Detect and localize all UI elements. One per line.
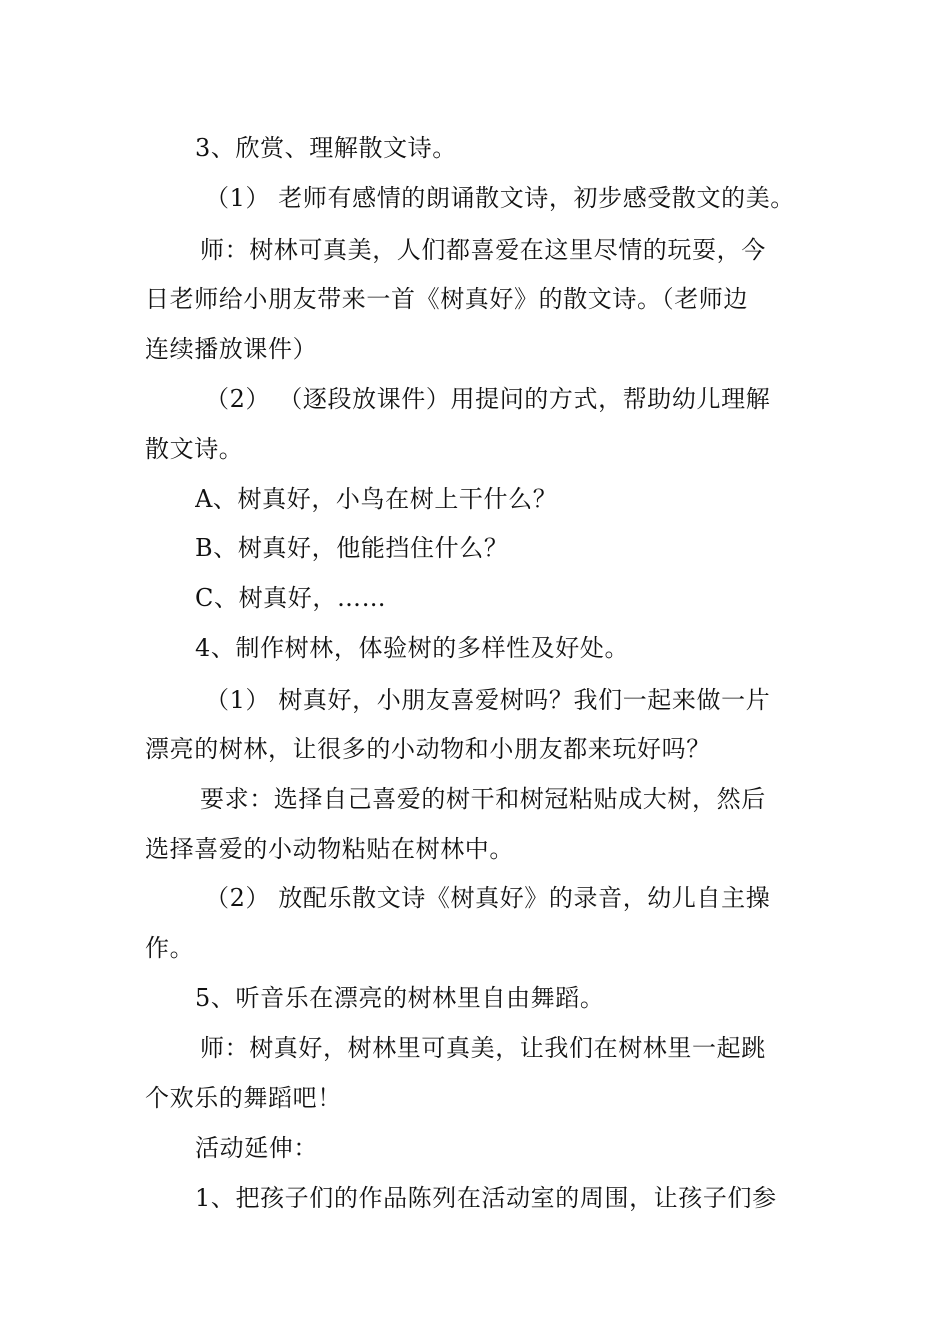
text-line: （1） 树真好，小朋友喜爱树吗？我们一起来做一片 [205,686,771,714]
text-line: （1） 老师有感情的朗诵散文诗，初步感受散文的美。 [205,184,795,212]
text-line: 日老师给小朋友带来一首《树真好》的散文诗。（老师边 [145,285,748,313]
text-line: 1、把孩子们的作品陈列在活动室的周围，让孩子们参 [195,1184,777,1212]
text-line: 作。 [145,934,195,962]
text-line: 3、欣赏、理解散文诗。 [195,134,457,162]
text-line: 4、制作树林，体验树的多样性及好处。 [195,634,630,662]
text-line: 要求：选择自己喜爱的树干和树冠粘贴成大树，然后 [200,785,766,813]
text-line: 个欢乐的舞蹈吧！ [145,1084,342,1112]
text-line: 散文诗。 [145,435,244,463]
text-line: 5、听音乐在漂亮的树林里自由舞蹈。 [195,984,605,1012]
text-line: 选择喜爱的小动物粘贴在树林中。 [145,835,514,863]
text-line: 师：树林可真美，人们都喜爱在这里尽情的玩耍，今 [200,236,766,264]
text-line: A、树真好，小鸟在树上干什么？ [195,485,558,513]
text-line: 漂亮的树林，让很多的小动物和小朋友都来玩好吗？ [145,735,711,763]
text-line: 师：树真好，树林里可真美，让我们在树林里一起跳 [200,1034,766,1062]
text-line: 连续播放课件） [145,335,318,363]
text-line: （2） （逐段放课件）用提问的方式，帮助幼儿理解 [205,385,771,413]
text-line: B、树真好，他能挡住什么？ [195,534,509,562]
text-line: C、树真好，…… [195,584,387,612]
text-line: 活动延伸： [195,1134,318,1162]
text-line: （2） 放配乐散文诗《树真好》的录音，幼儿自主操 [205,884,771,912]
